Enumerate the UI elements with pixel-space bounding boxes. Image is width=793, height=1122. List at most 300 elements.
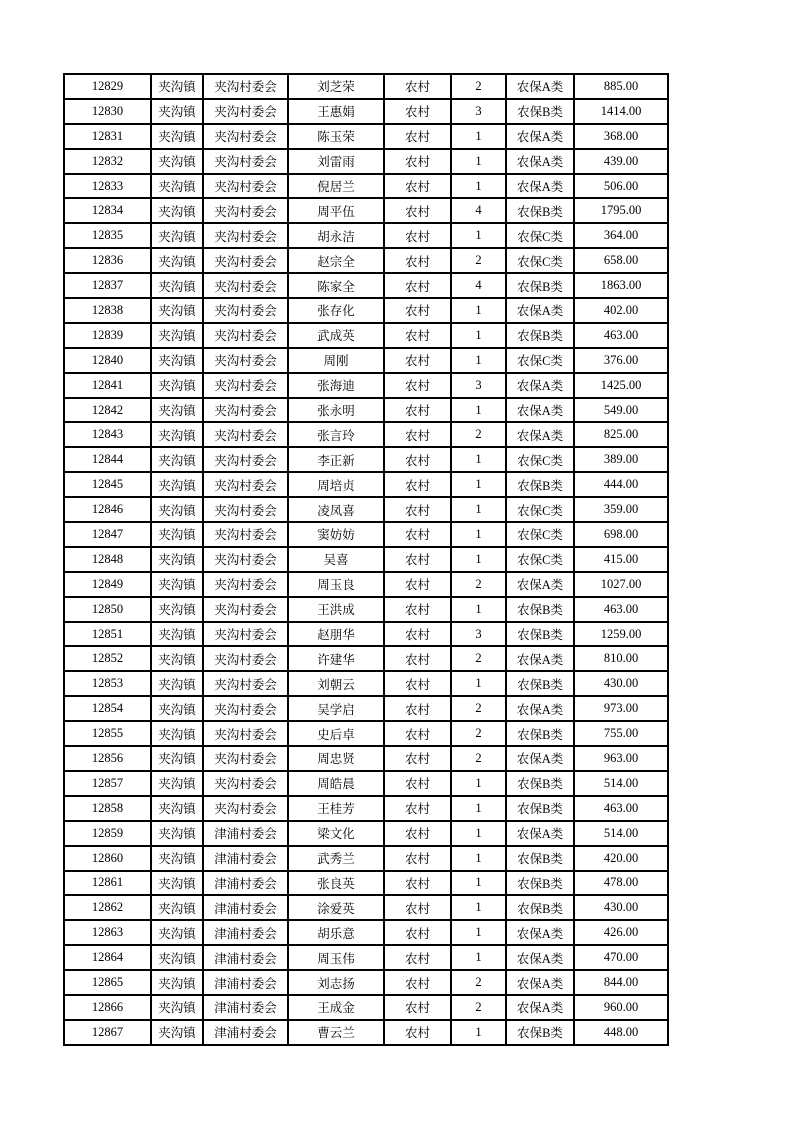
table-cell-insurance-class: 农保C类 xyxy=(506,248,574,273)
table-cell-person-name: 张永明 xyxy=(288,398,384,423)
table-cell-person-name: 刘朝云 xyxy=(288,671,384,696)
table-cell-village-committee: 夹沟村委会 xyxy=(203,771,288,796)
table-cell-person-name: 赵朋华 xyxy=(288,622,384,647)
table-cell-insurance-class: 农保B类 xyxy=(506,771,574,796)
table-cell-town: 夹沟镇 xyxy=(151,1020,203,1045)
table-cell-town: 夹沟镇 xyxy=(151,970,203,995)
table-cell-category: 农村 xyxy=(384,298,451,323)
table-cell-person-count: 1 xyxy=(451,920,506,945)
table-row xyxy=(64,298,668,323)
table-cell-insurance-class: 农保A类 xyxy=(506,920,574,945)
table-cell-village-committee: 夹沟村委会 xyxy=(203,646,288,671)
table-cell-town: 夹沟镇 xyxy=(151,597,203,622)
table-cell-insurance-class: 农保A类 xyxy=(506,821,574,846)
table-cell-town: 夹沟镇 xyxy=(151,373,203,398)
table-cell-category: 农村 xyxy=(384,622,451,647)
table-cell-amount: 463.00 xyxy=(574,597,668,622)
table-cell-record-id: 12846 xyxy=(64,497,151,522)
table-cell-insurance-class: 农保A类 xyxy=(506,298,574,323)
table-cell-insurance-class: 农保C类 xyxy=(506,447,574,472)
table-cell-town: 夹沟镇 xyxy=(151,871,203,896)
table-cell-village-committee: 夹沟村委会 xyxy=(203,547,288,572)
table-cell-village-committee: 津浦村委会 xyxy=(203,895,288,920)
table-cell-category: 农村 xyxy=(384,223,451,248)
table-cell-amount: 420.00 xyxy=(574,846,668,871)
table-cell-village-committee: 夹沟村委会 xyxy=(203,398,288,423)
table-row xyxy=(64,572,668,597)
table-cell-person-count: 1 xyxy=(451,547,506,572)
table-cell-category: 农村 xyxy=(384,522,451,547)
table-cell-amount: 973.00 xyxy=(574,696,668,721)
table-cell-town: 夹沟镇 xyxy=(151,696,203,721)
table-cell-insurance-class: 农保A类 xyxy=(506,945,574,970)
table-cell-amount: 359.00 xyxy=(574,497,668,522)
table-cell-town: 夹沟镇 xyxy=(151,721,203,746)
table-cell-amount: 514.00 xyxy=(574,821,668,846)
table-cell-town: 夹沟镇 xyxy=(151,422,203,447)
table-cell-person-name: 刘雷雨 xyxy=(288,149,384,174)
table-cell-amount: 364.00 xyxy=(574,223,668,248)
table-cell-person-name: 史后卓 xyxy=(288,721,384,746)
table-cell-category: 农村 xyxy=(384,447,451,472)
table-cell-insurance-class: 农保B类 xyxy=(506,198,574,223)
table-cell-amount: 1863.00 xyxy=(574,273,668,298)
table-cell-person-name: 梁文化 xyxy=(288,821,384,846)
table-cell-amount: 755.00 xyxy=(574,721,668,746)
table-cell-person-name: 曹云兰 xyxy=(288,1020,384,1045)
table-cell-town: 夹沟镇 xyxy=(151,497,203,522)
table-cell-record-id: 12844 xyxy=(64,447,151,472)
table-cell-insurance-class: 农保A类 xyxy=(506,696,574,721)
table-cell-person-count: 1 xyxy=(451,124,506,149)
table-cell-record-id: 12863 xyxy=(64,920,151,945)
table-cell-person-name: 陈家全 xyxy=(288,273,384,298)
table-cell-category: 农村 xyxy=(384,273,451,298)
table-cell-category: 农村 xyxy=(384,323,451,348)
table-cell-category: 农村 xyxy=(384,920,451,945)
table-row xyxy=(64,348,668,373)
table-cell-person-count: 4 xyxy=(451,198,506,223)
table-cell-category: 农村 xyxy=(384,646,451,671)
table-row xyxy=(64,597,668,622)
table-cell-person-name: 武秀兰 xyxy=(288,846,384,871)
table-cell-village-committee: 夹沟村委会 xyxy=(203,447,288,472)
table-cell-insurance-class: 农保A类 xyxy=(506,124,574,149)
table-cell-town: 夹沟镇 xyxy=(151,746,203,771)
table-cell-amount: 463.00 xyxy=(574,796,668,821)
table-cell-person-name: 王桂芳 xyxy=(288,796,384,821)
table-cell-person-count: 1 xyxy=(451,796,506,821)
table-cell-village-committee: 夹沟村委会 xyxy=(203,572,288,597)
table-cell-record-id: 12858 xyxy=(64,796,151,821)
table-cell-category: 农村 xyxy=(384,124,451,149)
table-row xyxy=(64,447,668,472)
table-cell-record-id: 12845 xyxy=(64,472,151,497)
table-cell-category: 农村 xyxy=(384,149,451,174)
table-cell-record-id: 12831 xyxy=(64,124,151,149)
table-cell-town: 夹沟镇 xyxy=(151,572,203,597)
table-cell-category: 农村 xyxy=(384,945,451,970)
table-cell-person-count: 2 xyxy=(451,995,506,1020)
table-cell-village-committee: 夹沟村委会 xyxy=(203,198,288,223)
table-cell-person-name: 吴学启 xyxy=(288,696,384,721)
table-cell-town: 夹沟镇 xyxy=(151,622,203,647)
table-cell-amount: 658.00 xyxy=(574,248,668,273)
table-cell-record-id: 12838 xyxy=(64,298,151,323)
table-cell-person-count: 3 xyxy=(451,622,506,647)
table-cell-person-count: 1 xyxy=(451,298,506,323)
table-cell-person-count: 1 xyxy=(451,174,506,199)
table-cell-category: 农村 xyxy=(384,248,451,273)
table-cell-person-count: 1 xyxy=(451,895,506,920)
table-cell-town: 夹沟镇 xyxy=(151,671,203,696)
table-cell-record-id: 12832 xyxy=(64,149,151,174)
table-cell-amount: 844.00 xyxy=(574,970,668,995)
table-row xyxy=(64,373,668,398)
table-cell-village-committee: 夹沟村委会 xyxy=(203,472,288,497)
table-cell-amount: 376.00 xyxy=(574,348,668,373)
table-cell-person-count: 1 xyxy=(451,149,506,174)
table-cell-person-count: 1 xyxy=(451,472,506,497)
table-cell-town: 夹沟镇 xyxy=(151,945,203,970)
table-cell-record-id: 12849 xyxy=(64,572,151,597)
table-cell-record-id: 12857 xyxy=(64,771,151,796)
table-cell-person-count: 1 xyxy=(451,398,506,423)
table-cell-town: 夹沟镇 xyxy=(151,846,203,871)
table-cell-person-name: 倪居兰 xyxy=(288,174,384,199)
table-row xyxy=(64,198,668,223)
table-cell-insurance-class: 农保A类 xyxy=(506,149,574,174)
table-cell-village-committee: 夹沟村委会 xyxy=(203,223,288,248)
table-cell-record-id: 12848 xyxy=(64,547,151,572)
table-cell-insurance-class: 农保C类 xyxy=(506,223,574,248)
table-cell-record-id: 12850 xyxy=(64,597,151,622)
table-cell-insurance-class: 农保B类 xyxy=(506,472,574,497)
table-cell-category: 农村 xyxy=(384,74,451,99)
table-cell-record-id: 12853 xyxy=(64,671,151,696)
table-row xyxy=(64,323,668,348)
table-cell-record-id: 12851 xyxy=(64,622,151,647)
table-cell-town: 夹沟镇 xyxy=(151,124,203,149)
table-cell-record-id: 12859 xyxy=(64,821,151,846)
table-cell-person-count: 3 xyxy=(451,99,506,124)
table-cell-person-count: 1 xyxy=(451,671,506,696)
table-row xyxy=(64,721,668,746)
table-cell-amount: 402.00 xyxy=(574,298,668,323)
table-cell-category: 农村 xyxy=(384,721,451,746)
table-cell-insurance-class: 农保B类 xyxy=(506,323,574,348)
table-cell-town: 夹沟镇 xyxy=(151,273,203,298)
table-cell-person-name: 张良英 xyxy=(288,871,384,896)
table-row xyxy=(64,796,668,821)
table-row xyxy=(64,970,668,995)
table-row xyxy=(64,497,668,522)
table-cell-amount: 389.00 xyxy=(574,447,668,472)
table-cell-insurance-class: 农保C类 xyxy=(506,348,574,373)
table-cell-insurance-class: 农保B类 xyxy=(506,622,574,647)
table-cell-insurance-class: 农保A类 xyxy=(506,74,574,99)
table-cell-person-name: 周玉伟 xyxy=(288,945,384,970)
table-cell-category: 农村 xyxy=(384,821,451,846)
table-cell-category: 农村 xyxy=(384,174,451,199)
table-cell-record-id: 12856 xyxy=(64,746,151,771)
table-cell-category: 农村 xyxy=(384,99,451,124)
table-cell-person-count: 1 xyxy=(451,1020,506,1045)
table-row xyxy=(64,74,668,99)
table-cell-town: 夹沟镇 xyxy=(151,223,203,248)
table-cell-person-name: 张言玲 xyxy=(288,422,384,447)
table-cell-insurance-class: 农保A类 xyxy=(506,995,574,1020)
table-cell-village-committee: 夹沟村委会 xyxy=(203,522,288,547)
table-cell-person-name: 胡乐意 xyxy=(288,920,384,945)
table-cell-category: 农村 xyxy=(384,597,451,622)
table-cell-amount: 430.00 xyxy=(574,895,668,920)
table-cell-amount: 963.00 xyxy=(574,746,668,771)
table-cell-town: 夹沟镇 xyxy=(151,472,203,497)
table-row xyxy=(64,995,668,1020)
table-cell-amount: 368.00 xyxy=(574,124,668,149)
table-cell-category: 农村 xyxy=(384,895,451,920)
table-cell-village-committee: 夹沟村委会 xyxy=(203,671,288,696)
table-row xyxy=(64,273,668,298)
table-cell-amount: 430.00 xyxy=(574,671,668,696)
table-cell-person-count: 2 xyxy=(451,721,506,746)
table-cell-amount: 1027.00 xyxy=(574,572,668,597)
table-cell-insurance-class: 农保A类 xyxy=(506,970,574,995)
table-cell-category: 农村 xyxy=(384,746,451,771)
table-cell-category: 农村 xyxy=(384,198,451,223)
table-row xyxy=(64,746,668,771)
table-cell-village-committee: 夹沟村委会 xyxy=(203,746,288,771)
table-cell-insurance-class: 农保B类 xyxy=(506,895,574,920)
table-cell-village-committee: 夹沟村委会 xyxy=(203,422,288,447)
table-row xyxy=(64,771,668,796)
table-cell-record-id: 12866 xyxy=(64,995,151,1020)
table-cell-record-id: 12830 xyxy=(64,99,151,124)
table-cell-person-name: 王惠娟 xyxy=(288,99,384,124)
table-cell-category: 农村 xyxy=(384,970,451,995)
table-cell-category: 农村 xyxy=(384,497,451,522)
table-cell-insurance-class: 农保B类 xyxy=(506,273,574,298)
table-cell-record-id: 12837 xyxy=(64,273,151,298)
table-cell-person-count: 2 xyxy=(451,74,506,99)
table-cell-record-id: 12841 xyxy=(64,373,151,398)
table-cell-person-name: 张海迪 xyxy=(288,373,384,398)
table-cell-person-name: 赵宗全 xyxy=(288,248,384,273)
table-cell-record-id: 12839 xyxy=(64,323,151,348)
table-cell-town: 夹沟镇 xyxy=(151,298,203,323)
table-cell-insurance-class: 农保B类 xyxy=(506,1020,574,1045)
table-cell-town: 夹沟镇 xyxy=(151,248,203,273)
table-cell-village-committee: 夹沟村委会 xyxy=(203,497,288,522)
table-cell-person-name: 周平伍 xyxy=(288,198,384,223)
table-row xyxy=(64,472,668,497)
table-cell-town: 夹沟镇 xyxy=(151,995,203,1020)
table-cell-category: 农村 xyxy=(384,995,451,1020)
table-row xyxy=(64,846,668,871)
table-cell-record-id: 12834 xyxy=(64,198,151,223)
table-cell-person-count: 4 xyxy=(451,273,506,298)
table-cell-town: 夹沟镇 xyxy=(151,348,203,373)
table-cell-village-committee: 夹沟村委会 xyxy=(203,796,288,821)
table-cell-record-id: 12867 xyxy=(64,1020,151,1045)
table-cell-insurance-class: 农保C类 xyxy=(506,522,574,547)
table-cell-record-id: 12842 xyxy=(64,398,151,423)
table-cell-record-id: 12829 xyxy=(64,74,151,99)
table-row xyxy=(64,99,668,124)
table-cell-amount: 463.00 xyxy=(574,323,668,348)
table-cell-record-id: 12833 xyxy=(64,174,151,199)
table-row xyxy=(64,1020,668,1045)
table-cell-amount: 885.00 xyxy=(574,74,668,99)
table-cell-person-count: 1 xyxy=(451,497,506,522)
table-cell-amount: 810.00 xyxy=(574,646,668,671)
table-cell-category: 农村 xyxy=(384,771,451,796)
table-cell-amount: 506.00 xyxy=(574,174,668,199)
table-cell-person-count: 2 xyxy=(451,970,506,995)
table-cell-amount: 514.00 xyxy=(574,771,668,796)
table-cell-town: 夹沟镇 xyxy=(151,796,203,821)
table-row xyxy=(64,871,668,896)
table-cell-record-id: 12847 xyxy=(64,522,151,547)
table-cell-village-committee: 津浦村委会 xyxy=(203,995,288,1020)
table-cell-town: 夹沟镇 xyxy=(151,920,203,945)
table-cell-category: 农村 xyxy=(384,472,451,497)
table-cell-person-name: 刘芝荣 xyxy=(288,74,384,99)
table-row xyxy=(64,174,668,199)
table-cell-village-committee: 夹沟村委会 xyxy=(203,323,288,348)
table-cell-category: 农村 xyxy=(384,846,451,871)
table-row xyxy=(64,223,668,248)
table-cell-insurance-class: 农保A类 xyxy=(506,646,574,671)
table-cell-person-name: 武成英 xyxy=(288,323,384,348)
table-cell-category: 农村 xyxy=(384,671,451,696)
table-cell-village-committee: 夹沟村委会 xyxy=(203,721,288,746)
table-cell-person-name: 周皓晨 xyxy=(288,771,384,796)
table-cell-record-id: 12860 xyxy=(64,846,151,871)
table-cell-person-count: 1 xyxy=(451,945,506,970)
table-cell-person-count: 1 xyxy=(451,821,506,846)
table-cell-village-committee: 夹沟村委会 xyxy=(203,298,288,323)
table-cell-insurance-class: 农保B类 xyxy=(506,846,574,871)
table-cell-category: 农村 xyxy=(384,422,451,447)
table-cell-record-id: 12855 xyxy=(64,721,151,746)
table-row xyxy=(64,945,668,970)
table-cell-town: 夹沟镇 xyxy=(151,522,203,547)
table-cell-amount: 698.00 xyxy=(574,522,668,547)
table-cell-person-name: 张存化 xyxy=(288,298,384,323)
table-cell-category: 农村 xyxy=(384,871,451,896)
table-cell-category: 农村 xyxy=(384,696,451,721)
table-cell-village-committee: 夹沟村委会 xyxy=(203,248,288,273)
table-cell-amount: 1425.00 xyxy=(574,373,668,398)
table-row xyxy=(64,422,668,447)
table-cell-person-name: 李正新 xyxy=(288,447,384,472)
table-cell-category: 农村 xyxy=(384,1020,451,1045)
table-cell-person-count: 1 xyxy=(451,846,506,871)
table-cell-record-id: 12862 xyxy=(64,895,151,920)
table-cell-amount: 478.00 xyxy=(574,871,668,896)
table-cell-insurance-class: 农保B类 xyxy=(506,671,574,696)
table-cell-town: 夹沟镇 xyxy=(151,323,203,348)
table-cell-person-count: 1 xyxy=(451,447,506,472)
table-cell-record-id: 12861 xyxy=(64,871,151,896)
table-cell-person-name: 吴喜 xyxy=(288,547,384,572)
table-cell-person-count: 1 xyxy=(451,223,506,248)
table-cell-amount: 1795.00 xyxy=(574,198,668,223)
table-cell-insurance-class: 农保A类 xyxy=(506,373,574,398)
table-cell-town: 夹沟镇 xyxy=(151,74,203,99)
table-cell-town: 夹沟镇 xyxy=(151,99,203,124)
table-cell-person-name: 刘志扬 xyxy=(288,970,384,995)
table-cell-person-count: 1 xyxy=(451,597,506,622)
table-cell-record-id: 12854 xyxy=(64,696,151,721)
table-cell-record-id: 12852 xyxy=(64,646,151,671)
table-cell-village-committee: 夹沟村委会 xyxy=(203,696,288,721)
table-cell-insurance-class: 农保B类 xyxy=(506,597,574,622)
table-cell-amount: 444.00 xyxy=(574,472,668,497)
table-cell-category: 农村 xyxy=(384,547,451,572)
table-cell-insurance-class: 农保C类 xyxy=(506,547,574,572)
table-cell-person-count: 1 xyxy=(451,771,506,796)
table-row xyxy=(64,671,668,696)
table-cell-person-name: 陈玉荣 xyxy=(288,124,384,149)
table-cell-village-committee: 夹沟村委会 xyxy=(203,74,288,99)
table-row xyxy=(64,646,668,671)
table-cell-village-committee: 津浦村委会 xyxy=(203,920,288,945)
table-row xyxy=(64,248,668,273)
table-cell-insurance-class: 农保B类 xyxy=(506,721,574,746)
table-cell-person-name: 周玉良 xyxy=(288,572,384,597)
table-cell-record-id: 12836 xyxy=(64,248,151,273)
table-cell-town: 夹沟镇 xyxy=(151,149,203,174)
table-row xyxy=(64,821,668,846)
table-cell-village-committee: 津浦村委会 xyxy=(203,1020,288,1045)
table-body xyxy=(64,74,668,1045)
table-cell-record-id: 12865 xyxy=(64,970,151,995)
table-cell-person-name: 涂爱英 xyxy=(288,895,384,920)
table-cell-amount: 960.00 xyxy=(574,995,668,1020)
table-cell-person-count: 1 xyxy=(451,871,506,896)
table-cell-record-id: 12840 xyxy=(64,348,151,373)
table-cell-category: 农村 xyxy=(384,796,451,821)
table-cell-amount: 1414.00 xyxy=(574,99,668,124)
table-cell-village-committee: 津浦村委会 xyxy=(203,871,288,896)
table-cell-village-committee: 夹沟村委会 xyxy=(203,124,288,149)
table-cell-category: 农村 xyxy=(384,398,451,423)
table-cell-village-committee: 夹沟村委会 xyxy=(203,373,288,398)
table-cell-category: 农村 xyxy=(384,348,451,373)
table-cell-insurance-class: 农保A类 xyxy=(506,572,574,597)
table-cell-town: 夹沟镇 xyxy=(151,198,203,223)
table-cell-person-name: 凌凤喜 xyxy=(288,497,384,522)
table-cell-village-committee: 夹沟村委会 xyxy=(203,622,288,647)
table-row xyxy=(64,895,668,920)
table-cell-person-count: 2 xyxy=(451,572,506,597)
table-cell-person-name: 许建华 xyxy=(288,646,384,671)
table-row xyxy=(64,149,668,174)
table-cell-person-count: 1 xyxy=(451,348,506,373)
table-cell-town: 夹沟镇 xyxy=(151,895,203,920)
table-cell-village-committee: 夹沟村委会 xyxy=(203,174,288,199)
table-cell-person-name: 周培贞 xyxy=(288,472,384,497)
table-cell-amount: 549.00 xyxy=(574,398,668,423)
table-cell-person-name: 王洪成 xyxy=(288,597,384,622)
table-cell-amount: 439.00 xyxy=(574,149,668,174)
table-cell-category: 农村 xyxy=(384,373,451,398)
table-cell-category: 农村 xyxy=(384,572,451,597)
table-cell-village-committee: 夹沟村委会 xyxy=(203,348,288,373)
